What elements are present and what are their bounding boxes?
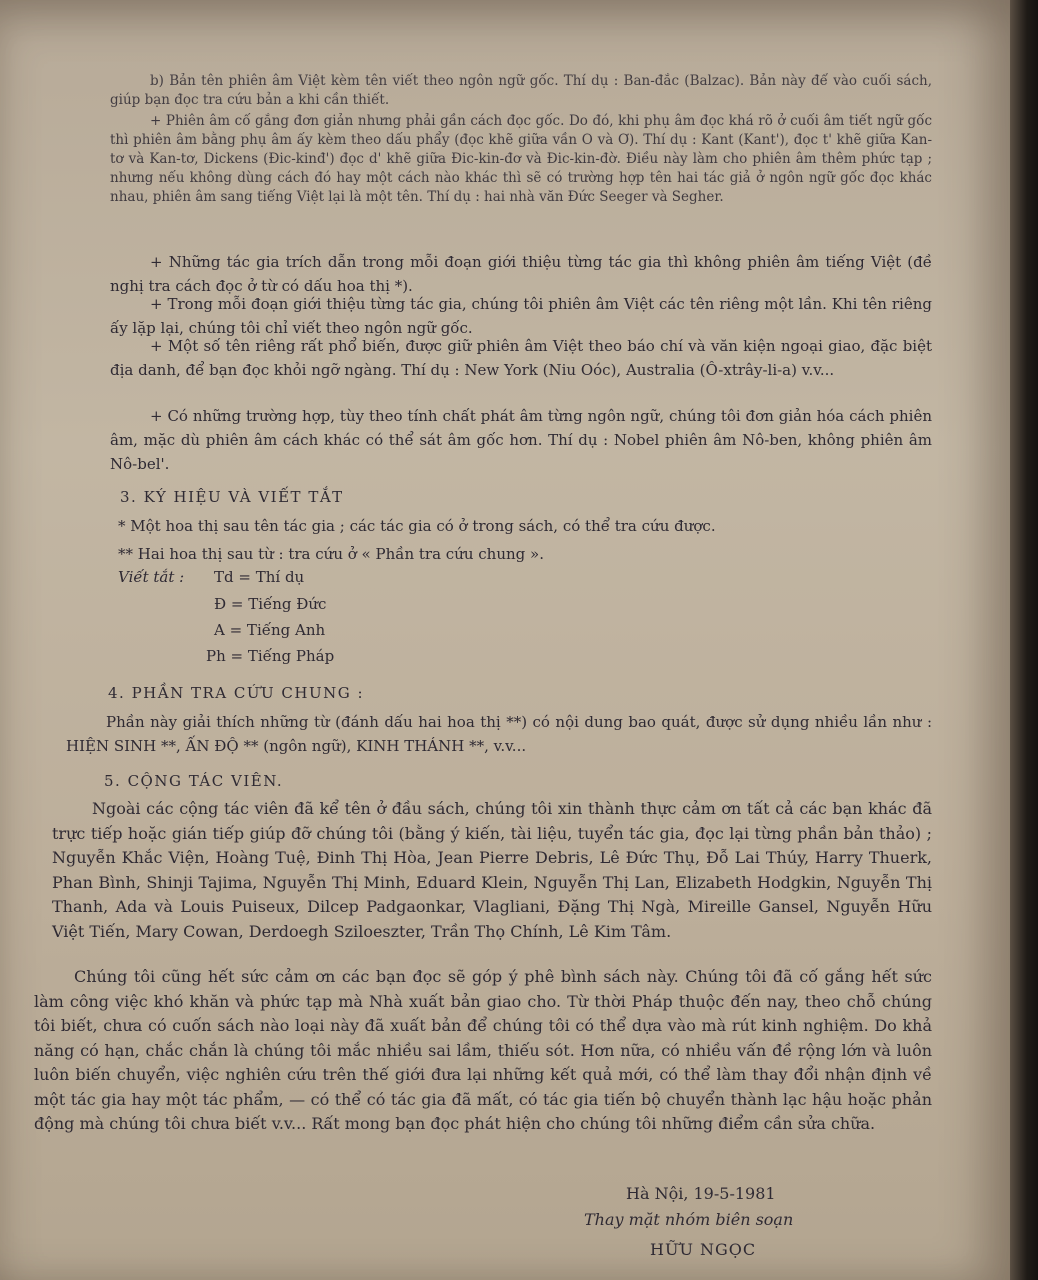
section-4-heading: 4. PHẦN TRA CỨU CHUNG : [108, 684, 365, 702]
section-3-heading: 3. KÝ HIỆU VÀ VIẾT TẮT [120, 488, 344, 506]
section-3-line-1: * Một hoa thị sau tên tác gia ; các tác gia có ở trong sách, có thể tra cứu được. [118, 517, 716, 535]
abbr-item: A = Tiếng Anh [214, 621, 326, 639]
abbr-label: Viết tắt : [118, 568, 185, 586]
note-p5-block [110, 404, 932, 476]
signature-place-date: Hà Nội, 19-5-1981 [626, 1184, 776, 1203]
note-p2: + Những tác gia trích dẫn trong mỗi đoạn giới thiệu từng tác gia thì không phiên âm tiếng Việt (đề nghị tra cách đọc ở từ có dấu hoa thị *). [110, 253, 932, 295]
section-5-para-2: Chúng tôi cũng hết sức cảm ơn các bạn đọc sẽ góp ý phê bình sách này. Chúng tôi đã cố gắng hết sức làm công việc khó khăn và phức tạp mà Nhà xuất bản giao cho. Từ thời Pháp thuộc đến nay, theo chỗ chúng tôi biết, chưa có cuốn sách nào loại này đã xuất bản để chúng tôi có thể dựa vào mà rút kinh nghiệm. Do khả năng có hạn, chắc chắn là chúng tôi mắc nhiều sai lầm, thiếu sót. Hơn nữa, có nhiều vấn đề rộng lớn và luôn luôn biến chuyển, việc nghiên cứu trên thế giới đưa lại những kết quả mới, có thể làm thay đổi nhận định về một tác gia hay một tác phẩm, — có thể có tác gia đã mất, có tác gia tiến bộ chuyển thành lạc hậu hoặc phản động mà chúng tôi chưa biết v.v... Rất mong bạn đọc phát hiện cho chúng tôi những điểm cần sửa chữa. [34, 967, 932, 1133]
section-3-line-2: ** Hai hoa thị sau từ : tra cứu ở « Phần tra cứu chung ». [118, 545, 544, 563]
abbr-item: Đ = Tiếng Đức [214, 595, 327, 613]
abbr-item: Ph = Tiếng Pháp [206, 647, 335, 665]
abbr-item: Td = Thí dụ [214, 568, 305, 586]
note-p4-block [110, 334, 932, 382]
book-edge [1010, 0, 1038, 1280]
note-b-block [110, 72, 932, 110]
note-b: b) Bản tên phiên âm Việt kèm tên viết theo ngôn ngữ gốc. Thí dụ : Ban-đắc (Balzac). Bản này để vào cuối sách, giúp bạn đọc tra cứu bản a khi cần thiết. [110, 73, 932, 108]
signature-on-behalf: Thay mặt nhóm biên soạn [584, 1210, 794, 1229]
note-p4: + Một số tên riêng rất phổ biến, được giữ phiên âm Việt theo báo chí và văn kiện ngoại giao, đặc biệt địa danh, để bạn đọc khỏi ngỡ ngàng. Thí dụ : New York (Niu Oóc), Australia (Ô-xtrây-li-a) v.v... [110, 337, 932, 379]
note-p3: + Trong mỗi đoạn giới thiệu từng tác gia, chúng tôi phiên âm Việt các tên riêng một lần. Khi tên riêng ấy lặp lại, chúng tôi chỉ viết theo ngôn ngữ gốc. [110, 295, 932, 337]
note-p1-block [110, 112, 932, 207]
section-4-text: Phần này giải thích những từ (đánh dấu hai hoa thị **) có nội dung bao quát, được sử dụng nhiều lần như : HIỆN SINH **, ẤN ĐỘ ** (ngôn ngữ), KINH THÁNH **, v.v... [66, 713, 932, 755]
section-5-para-1-block [52, 797, 932, 944]
section-5-para-1: Ngoài các cộng tác viên đã kể tên ở đầu sách, chúng tôi xin thành thực cảm ơn tất cả các bạn khác đã trực tiếp hoặc gián tiếp giúp đỡ chúng tôi (bằng ý kiến, tài liệu, tuyển tác gia, đọc lại từng phần bản thảo) ; Nguyễn Khắc Viện, Hoàng Tuệ, Đinh Thị Hòa, Jean Pierre Debris, Lê Đức Thụ, Đỗ Lai Thúy, Harry Thuerk, Phan Bình, Shinji Tajima, Nguyễn Thị Minh, Eduard Klein, Nguyễn Thị Lan, Elizabeth Hodgkin, Nguyễn Thị Thanh, Ada và Louis Puiseux, Dilcep Padgaonkar, Vlagliani, Đặng Thị Ngà, Mireille Gansel, Nguyễn Hữu Việt Tiến, Mary Cowan, Derdoegh Sziloeszter, Trần Thọ Chính, Lê Kim Tâm. [52, 799, 932, 941]
section-4-text-block [66, 710, 932, 758]
note-p2-block [110, 250, 932, 298]
note-p3-block [110, 292, 932, 340]
section-5-heading: 5. CỘNG TÁC VIÊN. [104, 772, 284, 790]
section-5-para-2-block [34, 965, 932, 1137]
signature-name: HỮU NGỌC [650, 1240, 757, 1259]
note-p1: + Phiên âm cố gắng đơn giản nhưng phải gần cách đọc gốc. Do đó, khi phụ âm đọc khá rõ ở cuối âm tiết ngữ gốc thì phiên âm bằng phụ âm ấy kèm theo dấu phẩy (đọc khẽ giữa vần O và Ơ). Thí dụ : Kant (Kant'), đọc t' khẽ giữa Kan-tơ và Kan-tơ, Dickens (Đic-kinđ') đọc d' khẽ giữa Đic-kin-đơ và Đic-kin-đờ. Điều này làm cho phiên âm thêm phức tạp ; nhưng nếu không dùng cách đó hay một cách nào khác thì sẽ có trường hợp tên hai tác giả ở ngôn ngữ gốc đọc khác nhau, phiên âm sang tiếng Việt lại là một tên. Thí dụ : hai nhà văn Đức Seeger và Segher. [110, 113, 932, 205]
note-p5: + Có những trường hợp, tùy theo tính chất phát âm từng ngôn ngữ, chúng tôi đơn giản hóa cách phiên âm, mặc dù phiên âm cách khác có thể sát âm gốc hơn. Thí dụ : Nobel phiên âm Nô-ben, không phiên âm Nô-bel'. [110, 407, 932, 473]
